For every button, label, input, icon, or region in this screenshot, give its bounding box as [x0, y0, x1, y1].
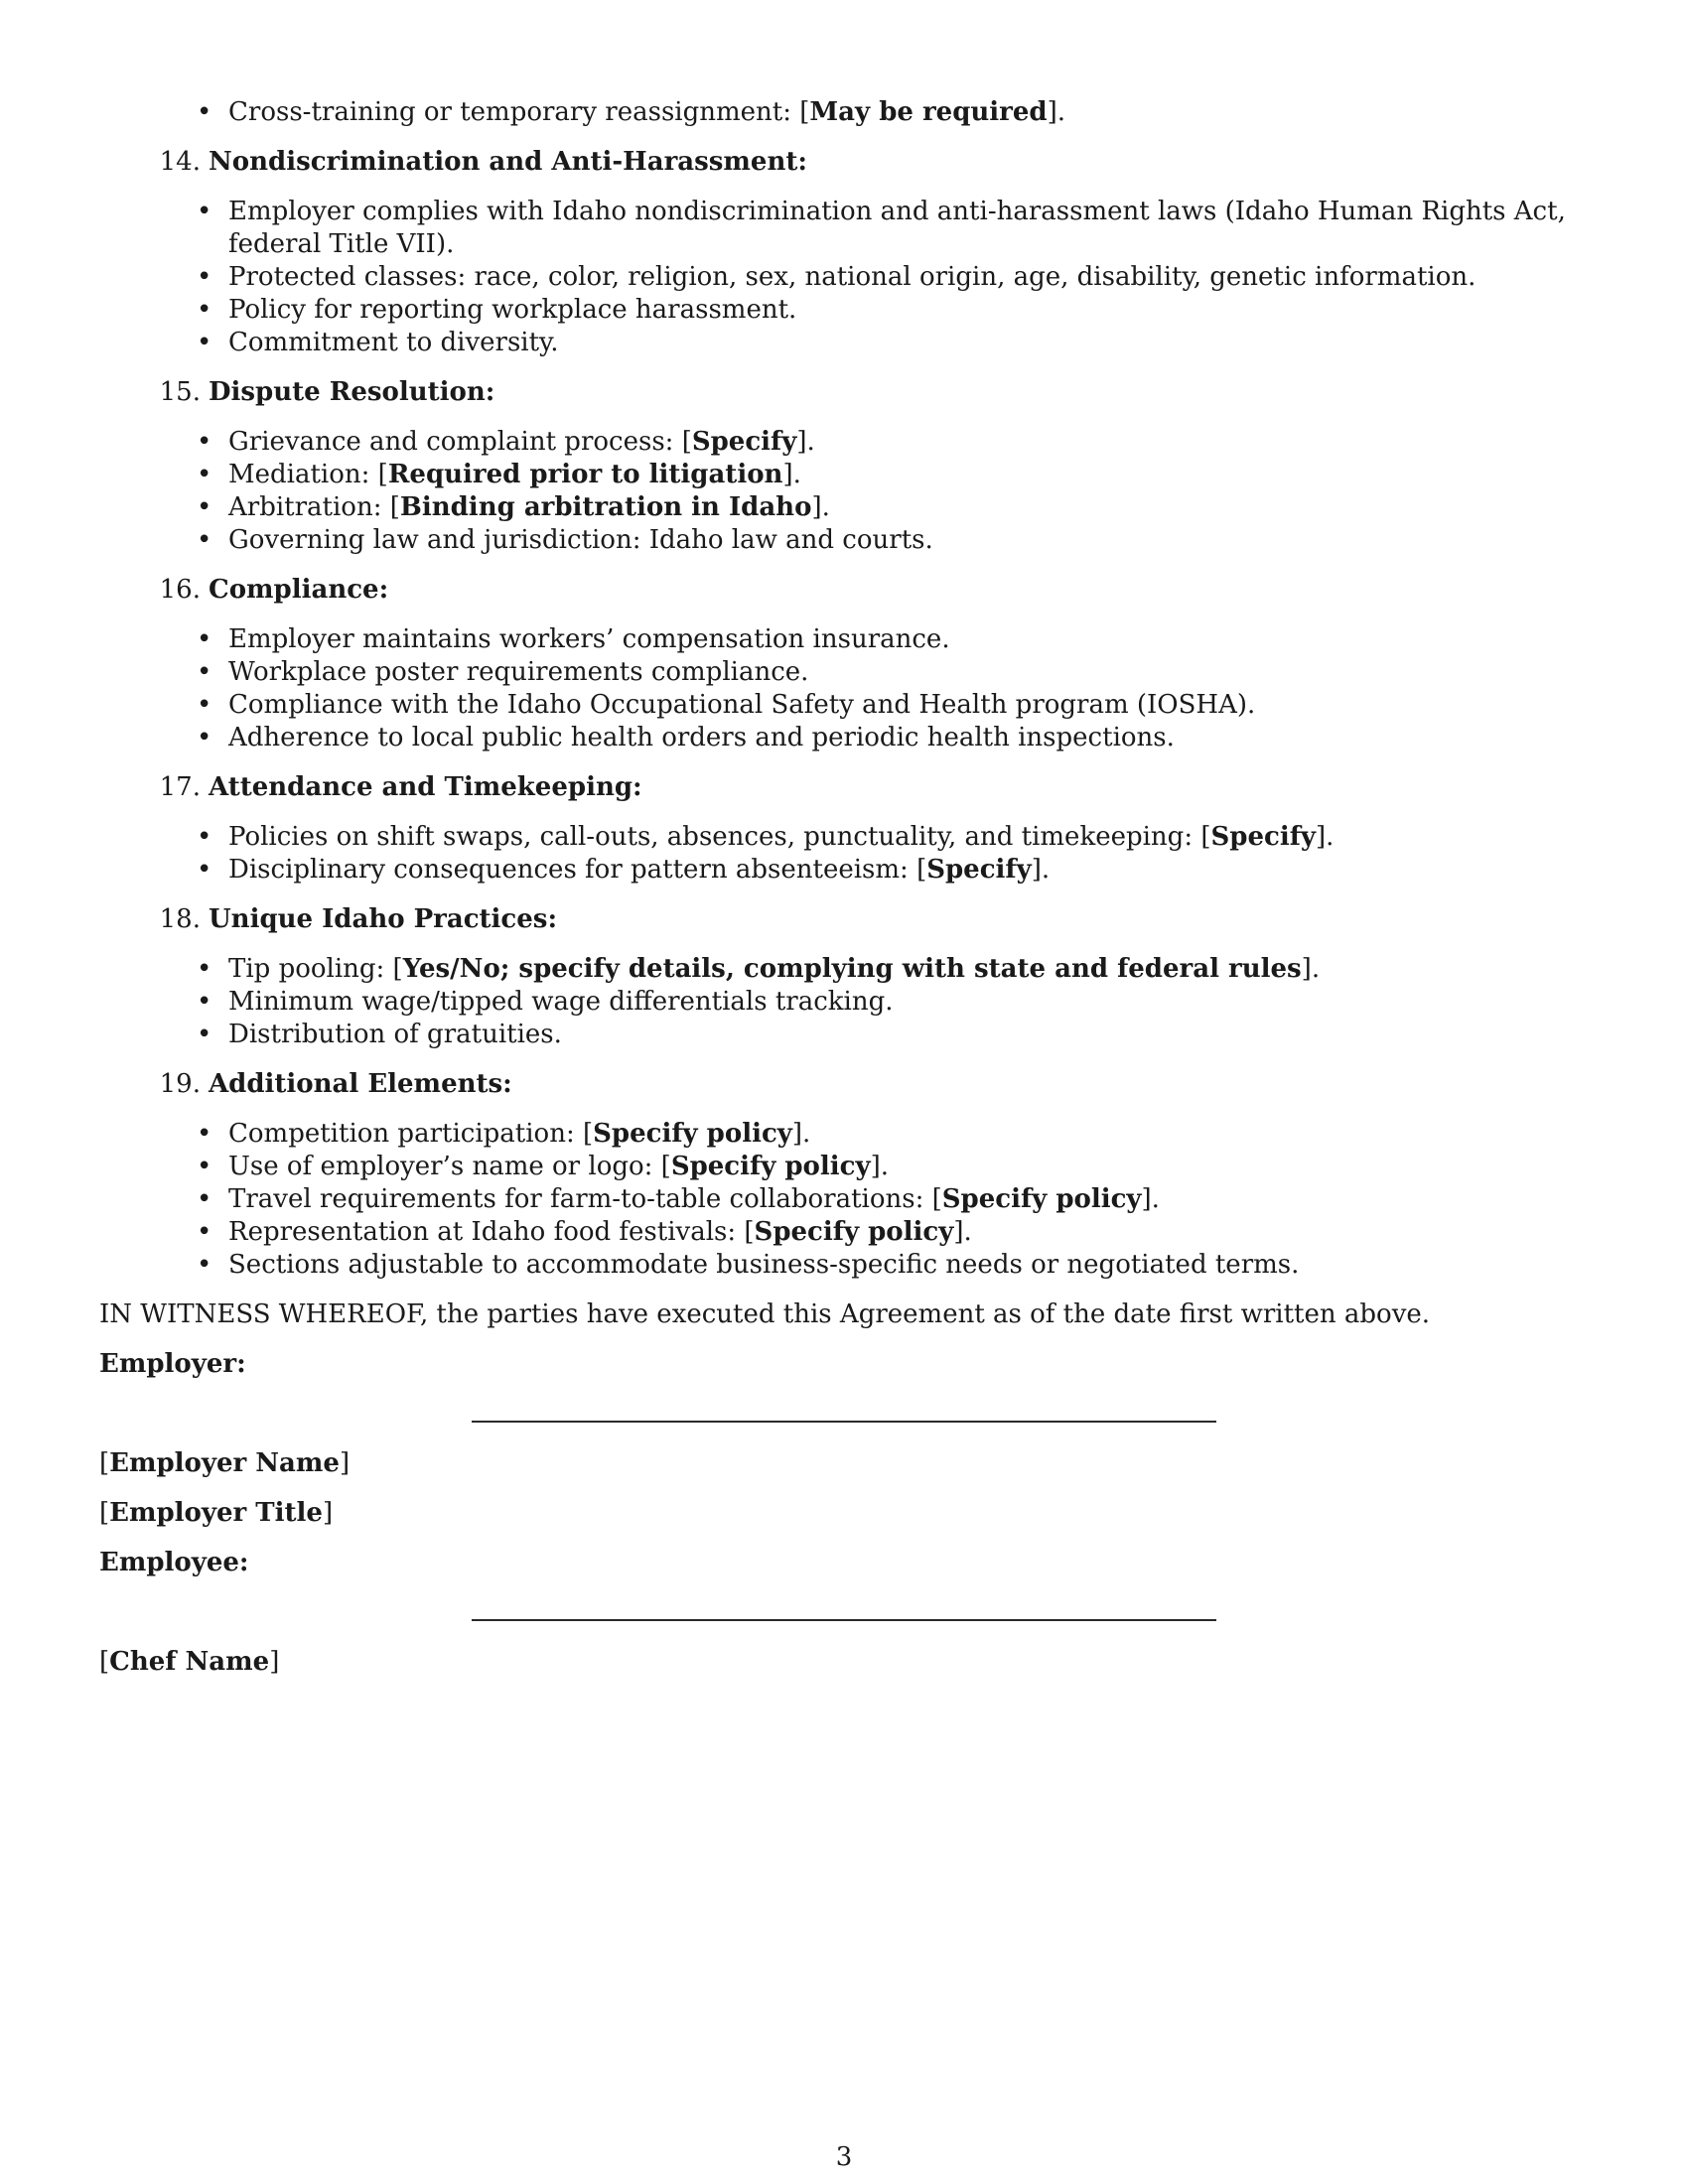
section-title: Nondiscrimination and Anti-Harassment:: [209, 147, 807, 177]
section-list: [99, 623, 1589, 754]
section-list: [99, 1118, 1589, 1282]
employee-label: Employee:: [99, 1548, 249, 1577]
section-title: Additional Elements:: [209, 1069, 512, 1099]
section: [99, 376, 1589, 557]
list-item: • Employer maintains workers’ compensation insurance.: [99, 623, 1589, 656]
list-item: • Tip pooling: [Yes/No; specify details, complying with state and federal rules].: [99, 953, 1589, 986]
section: [99, 146, 1589, 359]
list-item: • Policy for reporting workplace harassment.: [99, 294, 1589, 327]
list-item: • Cross-training or temporary reassignment: [May be required].: [99, 96, 1589, 129]
section-number: 14.: [159, 147, 201, 177]
section-list: [99, 196, 1589, 359]
page-number: 3: [835, 2142, 853, 2172]
list-item: • Representation at Idaho food festivals: [Specify policy].: [99, 1216, 1589, 1249]
section-list: [99, 953, 1589, 1051]
list-item: • Minimum wage/tipped wage differentials tracking.: [99, 986, 1589, 1019]
list-item: • Adherence to local public health orders and periodic health inspections.: [99, 722, 1589, 754]
list-item: • Policies on shift swaps, call-outs, absences, punctuality, and timekeeping: [Specify].: [99, 821, 1589, 854]
employer-signature-line: [472, 1421, 1216, 1423]
list-item: • Use of employer’s name or logo: [Specify policy].: [99, 1151, 1589, 1183]
section-heading: [99, 1068, 1589, 1101]
section: [99, 903, 1589, 1051]
list-item: • Competition participation: [Specify policy].: [99, 1118, 1589, 1151]
section-list: [99, 426, 1589, 557]
list-item: • Distribution of gratuities.: [99, 1019, 1589, 1051]
section-heading: [99, 771, 1589, 804]
list-item: • Arbitration: [Binding arbitration in Idaho].: [99, 491, 1589, 524]
section-title: Dispute Resolution:: [209, 377, 495, 407]
lead-list: [99, 96, 1589, 129]
section-number: 17.: [159, 772, 201, 802]
section: [99, 574, 1589, 754]
section-title: Unique Idaho Practices:: [209, 904, 558, 934]
section-number: 19.: [159, 1069, 201, 1099]
section-heading: [99, 574, 1589, 607]
section-title: Compliance:: [209, 575, 389, 605]
section: [99, 771, 1589, 887]
list-item: • Travel requirements for farm-to-table collaborations: [Specify policy].: [99, 1183, 1589, 1216]
list-item: • Commitment to diversity.: [99, 327, 1589, 359]
employer-name: [Employer Name]: [99, 1448, 351, 1478]
section-title: Attendance and Timekeeping:: [209, 772, 642, 802]
list-item: • Disciplinary consequences for pattern absenteeism: [Specify].: [99, 854, 1589, 887]
sections: [99, 146, 1589, 1282]
employer-label: Employer:: [99, 1349, 246, 1379]
section-list: [99, 821, 1589, 887]
section-number: 16.: [159, 575, 201, 605]
employee-signature-line: [472, 1619, 1216, 1621]
list-item: • Sections adjustable to accommodate business-specific needs or negotiated terms.: [99, 1249, 1589, 1282]
list-item: • Protected classes: race, color, religion, sex, national origin, age, disability, genetic information.: [99, 261, 1589, 294]
section-heading: [99, 376, 1589, 409]
document-page: [99, 96, 1589, 1679]
list-item: • Governing law and jurisdiction: Idaho law and courts.: [99, 524, 1589, 557]
list-item: • Workplace poster requirements compliance.: [99, 656, 1589, 689]
list-item: • Mediation: [Required prior to litigation].: [99, 459, 1589, 491]
section-number: 18.: [159, 904, 201, 934]
employer-title: [Employer Title]: [99, 1498, 334, 1528]
list-item: • Employer complies with Idaho nondiscrimination and anti-harassment laws (Idaho Human Rights Act, federal Title VII).: [99, 196, 1589, 261]
section: [99, 1068, 1589, 1282]
witness-statement: IN WITNESS WHEREOF, the parties have executed this Agreement as of the date first written above.: [99, 1299, 1431, 1329]
list-item: • Compliance with the Idaho Occupational Safety and Health program (IOSHA).: [99, 689, 1589, 722]
section-number: 15.: [159, 377, 201, 407]
section-heading: [99, 903, 1589, 936]
chef-name: [Chef Name]: [99, 1647, 280, 1677]
section-heading: [99, 146, 1589, 179]
list-item: • Grievance and complaint process: [Specify].: [99, 426, 1589, 459]
